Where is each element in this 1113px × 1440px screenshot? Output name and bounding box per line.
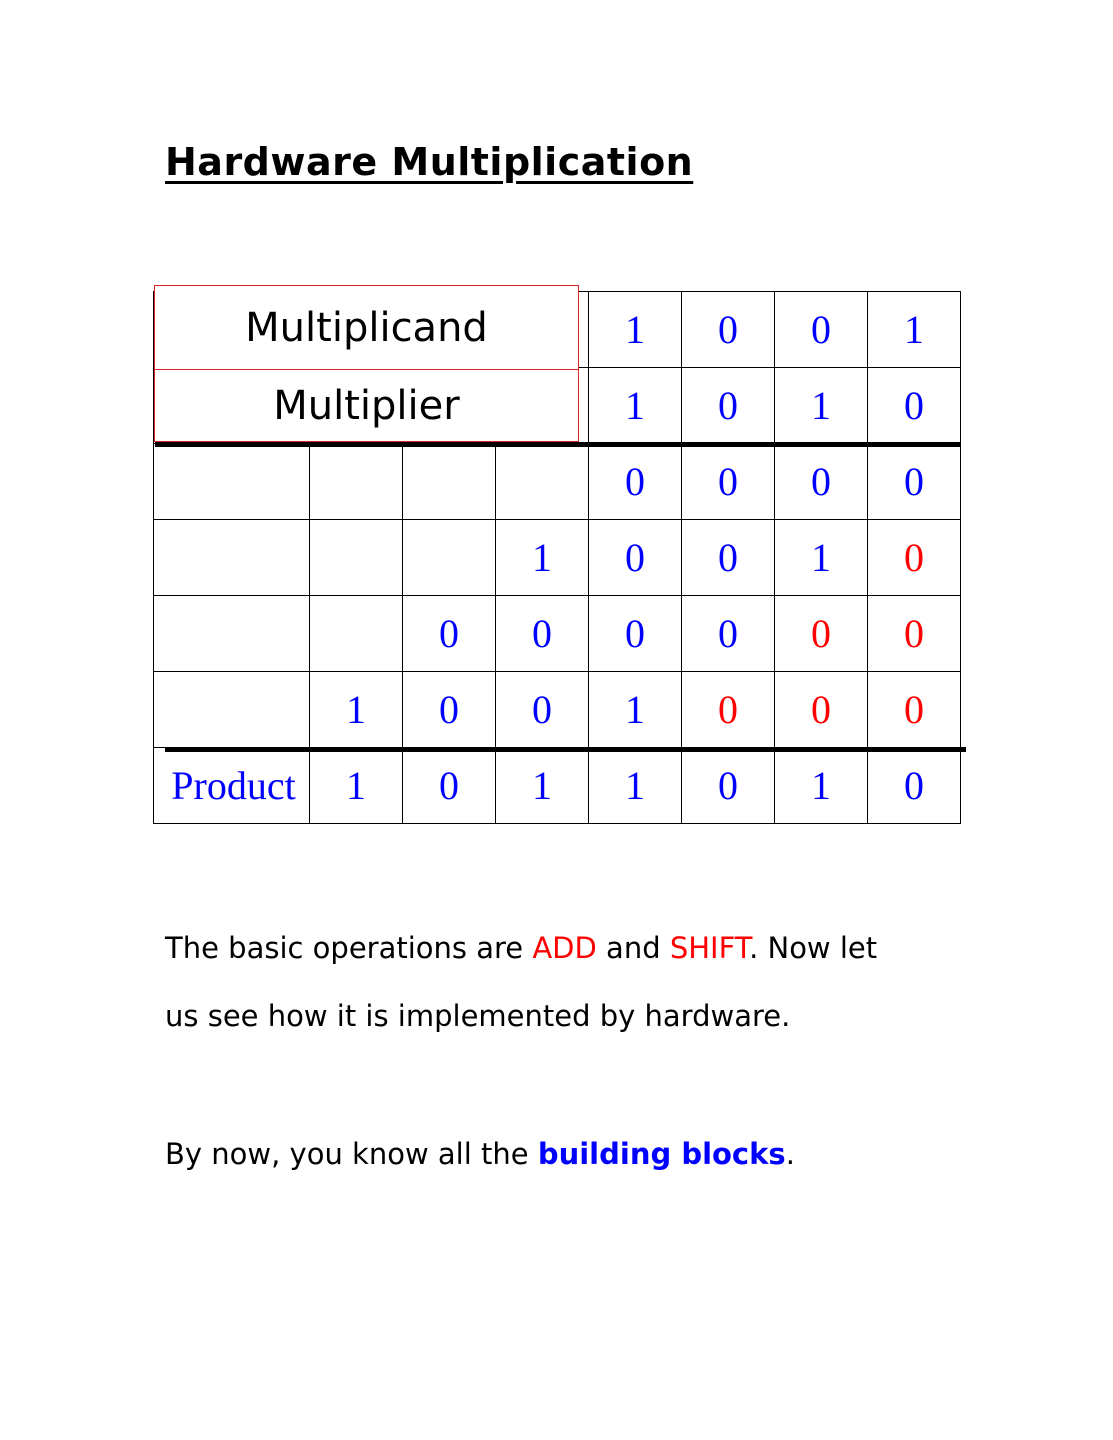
digit-cell: 1 (775, 520, 868, 596)
digit-cell: 1 (310, 672, 403, 748)
operand-divider-line (155, 442, 960, 447)
product-row (154, 748, 961, 824)
partial-product-row (154, 596, 961, 672)
text: The basic operations are (165, 931, 533, 965)
empty-cell (403, 444, 496, 520)
digit-cell: 0 (496, 596, 589, 672)
partial-product-row (154, 520, 961, 596)
sum-divider-line (165, 747, 966, 752)
digit-cell: 0 (868, 596, 961, 672)
empty-cell (310, 596, 403, 672)
empty-cell (403, 520, 496, 596)
digit-cell: 0 (682, 520, 775, 596)
product-label: Product (154, 748, 310, 824)
digit-cell: 0 (775, 672, 868, 748)
text: . (785, 1137, 795, 1171)
digit-cell: 1 (868, 292, 961, 368)
page-title: Hardware Multiplication (165, 140, 694, 184)
digit-cell: 1 (496, 748, 589, 824)
digit-cell: 0 (682, 444, 775, 520)
shift-keyword: SHIFT (669, 931, 750, 965)
digit-cell: 1 (589, 292, 682, 368)
digit-cell: 0 (868, 444, 961, 520)
digit-cell: 0 (589, 596, 682, 672)
digit-cell: 0 (682, 748, 775, 824)
text: By now, you know all the (165, 1137, 538, 1171)
digit-cell: 0 (868, 748, 961, 824)
empty-cell (154, 520, 310, 596)
empty-cell (310, 520, 403, 596)
building-blocks-paragraph (165, 1120, 795, 1188)
digit-cell: 0 (403, 748, 496, 824)
building-blocks-highlight: building blocks (537, 1137, 786, 1171)
digit-cell: 0 (589, 444, 682, 520)
digit-cell: 1 (775, 748, 868, 824)
digit-cell: 1 (496, 520, 589, 596)
multiplier-label: Multiplier (154, 369, 579, 442)
multiplicand-label: Multiplicand (154, 285, 579, 370)
digit-cell: 0 (868, 520, 961, 596)
empty-cell (310, 444, 403, 520)
digit-cell: 1 (775, 368, 868, 444)
digit-cell: 1 (589, 748, 682, 824)
digit-cell: 0 (775, 444, 868, 520)
digit-cell: 0 (775, 596, 868, 672)
digit-cell: 0 (868, 672, 961, 748)
operations-paragraph (165, 914, 877, 1050)
digit-cell: 0 (496, 672, 589, 748)
empty-cell (154, 596, 310, 672)
partial-product-row (154, 444, 961, 520)
digit-cell: 0 (403, 596, 496, 672)
digit-cell: 1 (589, 368, 682, 444)
digit-cell: 0 (868, 368, 961, 444)
add-keyword: ADD (532, 931, 597, 965)
empty-cell (496, 444, 589, 520)
digit-cell: 1 (589, 672, 682, 748)
digit-cell: 0 (682, 292, 775, 368)
digit-cell: 0 (775, 292, 868, 368)
digit-cell: 0 (682, 596, 775, 672)
digit-cell: 0 (589, 520, 682, 596)
empty-cell (154, 672, 310, 748)
text: and (596, 931, 670, 965)
digit-cell: 1 (310, 748, 403, 824)
digit-cell: 0 (682, 672, 775, 748)
digit-cell: 0 (403, 672, 496, 748)
empty-cell (154, 444, 310, 520)
digit-cell: 0 (682, 368, 775, 444)
text: us see how it is implemented by hardware. (165, 999, 791, 1033)
text: . Now let (749, 931, 878, 965)
partial-product-row (154, 672, 961, 748)
